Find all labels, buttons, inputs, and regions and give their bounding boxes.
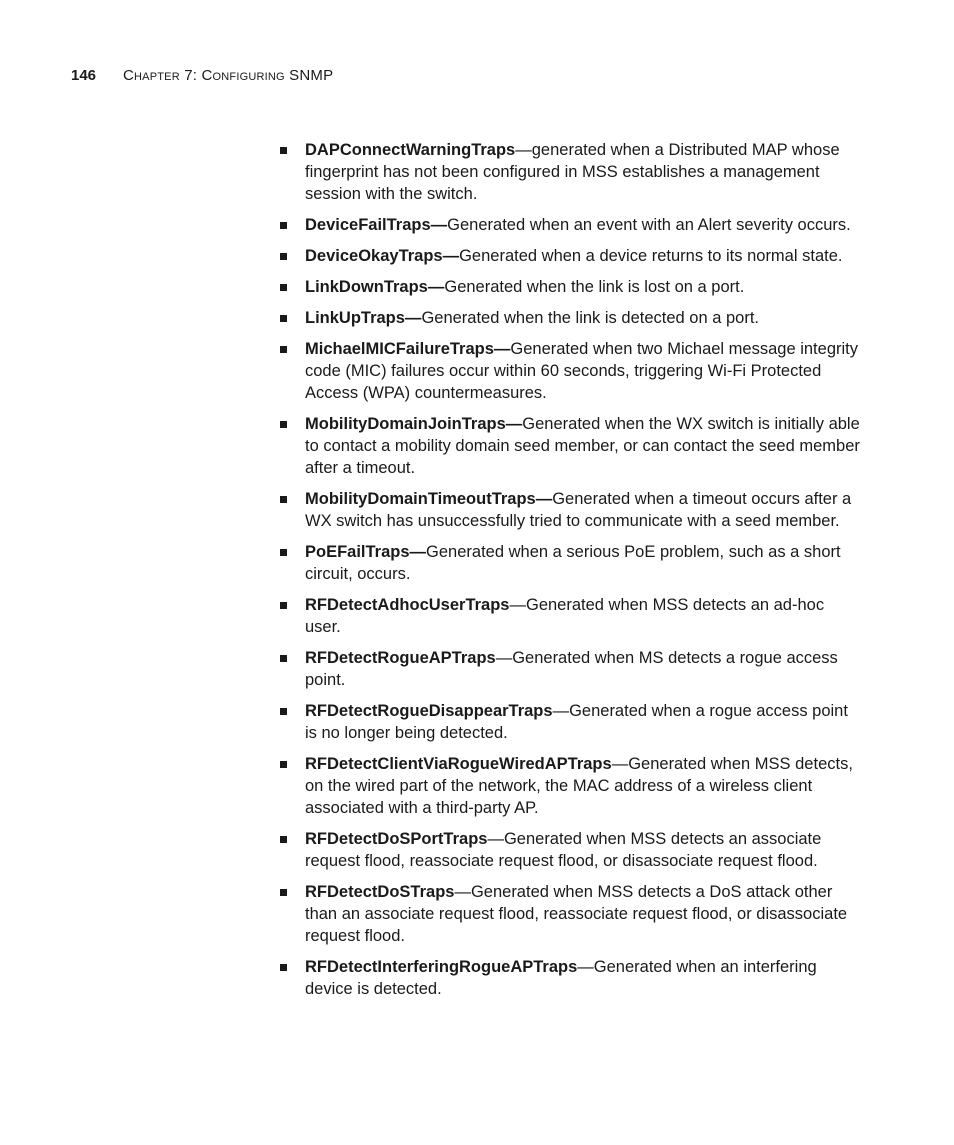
square-bullet-icon — [280, 147, 287, 154]
trap-name: RFDetectInterferingRogueAPTraps — [305, 958, 578, 976]
list-item — [280, 594, 860, 638]
running-header — [71, 66, 333, 86]
list-item — [280, 307, 860, 329]
trap-name: DeviceFailTraps— — [305, 216, 448, 234]
square-bullet-icon — [280, 964, 287, 971]
list-item — [280, 828, 860, 872]
square-bullet-icon — [280, 655, 287, 662]
square-bullet-icon — [280, 421, 287, 428]
page-number: 146 — [71, 67, 97, 84]
list-item — [280, 541, 860, 585]
trap-name: DeviceOkayTraps— — [305, 247, 460, 265]
trap-name: RFDetectRogueDisappearTraps — [305, 702, 553, 720]
trap-description: —Generated when MS detects a rogue access point. — [305, 649, 838, 689]
square-bullet-icon — [280, 284, 287, 291]
trap-name: RFDetectDoSTraps — [305, 883, 455, 901]
square-bullet-icon — [280, 346, 287, 353]
square-bullet-icon — [280, 253, 287, 260]
trap-name: LinkUpTraps— — [305, 309, 422, 327]
list-item — [280, 413, 860, 479]
trap-description: Generated when a serious PoE problem, such as a short circuit, occurs. — [305, 543, 841, 583]
trap-description: —Generated when MSS detects a DoS attack other than an associate request flood, reassociate request flood, or disassociate request flood. — [305, 883, 848, 945]
trap-name: MobilityDomainJoinTraps— — [305, 415, 523, 433]
trap-description: Generated when two Michael message integrity code (MIC) failures occur within 60 seconds, triggering Wi-Fi Protected Access (WPA) countermeasures. — [305, 340, 858, 402]
list-item — [280, 276, 860, 298]
trap-description: Generated when an event with an Alert severity occurs. — [447, 216, 851, 234]
trap-description: —Generated when MSS detects, on the wired part of the network, the MAC address of a wireless client associated with a third-party AP. — [305, 755, 853, 817]
trap-description: Generated when the link is lost on a port. — [444, 278, 745, 296]
trap-name: RFDetectClientViaRogueWiredAPTraps — [305, 755, 612, 773]
list-item — [280, 956, 860, 1000]
square-bullet-icon — [280, 889, 287, 896]
list-item — [280, 338, 860, 404]
trap-description: Generated when the WX switch is initially able to contact a mobility domain seed member, or can contact the seed member after a timeout. — [305, 415, 860, 477]
list-item — [280, 647, 860, 691]
trap-name: DAPConnectWarningTraps — [305, 141, 516, 159]
list-item — [280, 881, 860, 947]
trap-name: PoEFailTraps— — [305, 543, 427, 561]
trap-description: Generated when a timeout occurs after a WX switch has unsuccessfully tried to communicate with a seed member. — [305, 490, 852, 530]
list-item — [280, 139, 860, 205]
trap-name: MobilityDomainTimeoutTraps— — [305, 490, 553, 508]
trap-description: —Generated when MSS detects an ad-hoc user. — [305, 596, 825, 636]
trap-description: Generated when the link is detected on a port. — [421, 309, 759, 327]
trap-name: LinkDownTraps— — [305, 278, 445, 296]
trap-name: MichaelMICFailureTraps— — [305, 340, 511, 358]
list-item — [280, 700, 860, 744]
square-bullet-icon — [280, 708, 287, 715]
square-bullet-icon — [280, 761, 287, 768]
square-bullet-icon — [280, 836, 287, 843]
square-bullet-icon — [280, 602, 287, 609]
trap-description: —generated when a Distributed MAP whose fingerprint has not been configured in MSS establishes a management session with the switch. — [305, 141, 840, 203]
square-bullet-icon — [280, 315, 287, 322]
trap-description: Generated when a device returns to its normal state. — [459, 247, 843, 265]
trap-name: RFDetectAdhocUserTraps — [305, 596, 510, 614]
square-bullet-icon — [280, 549, 287, 556]
list-item — [280, 214, 860, 236]
trap-description: —Generated when MSS detects an associate request flood, reassociate request flood, or disassociate request flood. — [305, 830, 822, 870]
list-item — [280, 753, 860, 819]
chapter-title: Chapter 7: Configuring SNMP — [123, 67, 334, 84]
square-bullet-icon — [280, 496, 287, 503]
trap-name: RFDetectRogueAPTraps — [305, 649, 496, 667]
trap-description: —Generated when an interfering device is detected. — [305, 958, 817, 998]
trap-description: —Generated when a rogue access point is no longer being detected. — [305, 702, 848, 742]
list-item — [280, 488, 860, 532]
list-item — [280, 245, 860, 267]
trap-list — [280, 139, 860, 1009]
trap-name: RFDetectDoSPortTraps — [305, 830, 488, 848]
square-bullet-icon — [280, 222, 287, 229]
